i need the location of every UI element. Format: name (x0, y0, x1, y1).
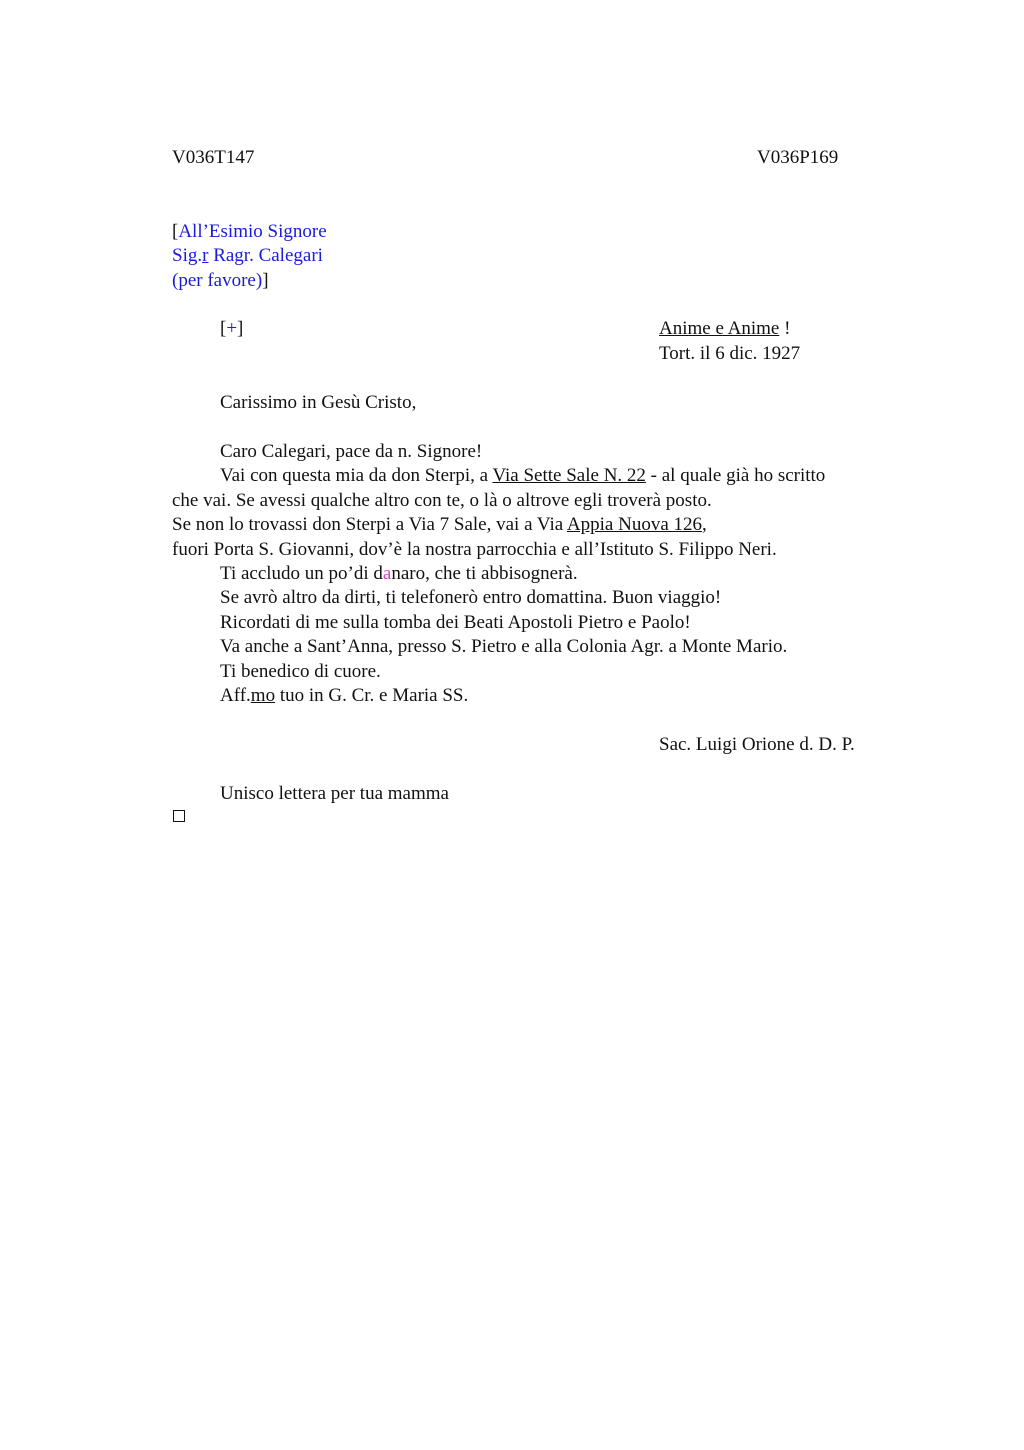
cross-symbol: [+] (220, 318, 244, 339)
body-line: Aff.mo tuo in G. Cr. e Maria SS. (220, 685, 469, 706)
postscript: Unisco lettera per tua mamma (220, 783, 449, 804)
body-line: Se avrò altro da dirti, ti telefonerò entro domattina. Buon viaggio! (220, 587, 722, 608)
body-line: che vai. Se avessi qualche altro con te, o là o altrove egli troverà posto. (172, 490, 712, 511)
body-line: Ti accludo un po’di danaro, che ti abbisognerà. (220, 563, 578, 584)
body-line: Ti benedico di cuore. (220, 661, 381, 682)
body-line: Vai con questa mia da don Sterpi, a Via Sette Sale N. 22 - al quale già ho scritto (220, 465, 826, 486)
address-line-2: Sig.r Ragr. Calegari (172, 245, 323, 266)
checkbox-icon (173, 810, 185, 822)
salutation: Carissimo in Gesù Cristo, (220, 392, 417, 413)
body-line: Se non lo trovassi don Sterpi a Via 7 Sale, vai a Via Appia Nuova 126, (172, 514, 707, 535)
body-line: Ricordati di me sulla tomba dei Beati Apostoli Pietro e Paolo! (220, 612, 691, 633)
document-code-right: V036P169 (757, 147, 839, 168)
motto: Anime e Anime ! (659, 318, 791, 339)
address-line-3: (per favore)] (172, 270, 269, 291)
address-line-1: [All’Esimio Signore (172, 221, 327, 242)
place-date: Tort. il 6 dic. 1927 (659, 343, 801, 364)
body-line: Va anche a Sant’Anna, presso S. Pietro e alla Colonia Agr. a Monte Mario. (220, 636, 788, 657)
body-line: Caro Calegari, pace da n. Signore! (220, 441, 483, 462)
signature: Sac. Luigi Orione d. D. P. (659, 734, 855, 755)
body-line: fuori Porta S. Giovanni, dov’è la nostra parrocchia e all’Istituto S. Filippo Neri. (172, 539, 777, 560)
document-code-left: V036T147 (172, 147, 255, 168)
